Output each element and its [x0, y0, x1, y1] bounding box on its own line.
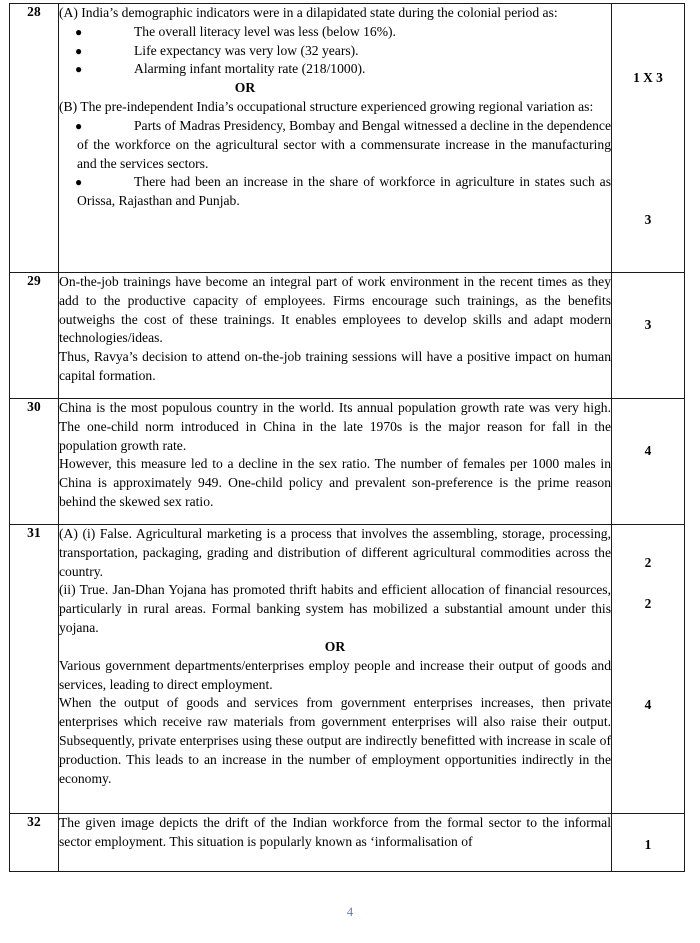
page-number: 4 [346, 905, 354, 919]
marks-cell [612, 525, 685, 814]
list-item [59, 42, 611, 61]
question-number-cell: 32 [10, 814, 59, 872]
list-item-label: Alarming infant mortality rate (218/1000). [134, 61, 366, 77]
answer-key-table [9, 3, 685, 872]
question-number-cell: 28 [10, 4, 59, 273]
option-b-bullet-list [59, 117, 611, 211]
marks-cell [612, 4, 685, 273]
bullet-icon: ● [75, 175, 83, 190]
list-item [59, 60, 611, 79]
or-separator: OR [234, 80, 256, 96]
marks-cell [612, 399, 685, 525]
marks-cell [612, 273, 685, 399]
answer-body-cell [59, 525, 612, 814]
answer-body-cell [59, 814, 612, 872]
bullet-icon: ● [75, 62, 83, 77]
question-number-cell: 30 [10, 399, 59, 525]
answer-paragraph: Various government departments/enterprises employ people and increase their output of goods and services, leading to direct employment. [59, 657, 611, 692]
marks-value: 3 [644, 317, 652, 332]
option-b-intro: (B) The pre-independent India’s occupational structure experienced growing regional variation as: [59, 99, 594, 115]
answer-paragraph: When the output of goods and services from government enterprises increases, then private enterprises which receive raw materials from government enterprises will also raise their output. Subsequently, private enterprises using these output are indirectly benefitted with increase in scale of production. This leads to an increase in the number of employment opportunities indirectly in the economy. [59, 695, 611, 786]
or-separator: OR [324, 638, 346, 654]
answer-paragraph: On-the-job trainings have become an integral part of work environment in the recent times as they add to the productive capacity of employees. Firms encourage such trainings, as the benefits outweighs the cost of these trainings. It enables employees to develop skills and adapt modern technologies/ideas. [59, 274, 611, 346]
table-row [10, 399, 685, 525]
marks-cell [612, 814, 685, 872]
answer-paragraph: The given image depicts the drift of the Indian workforce from the formal sector to the informal sector employment. This situation is popularly known as ‘informalisation of [59, 815, 611, 849]
list-item [59, 173, 611, 211]
answer-part-a-i: (A) (i) False. Agricultural marketing is a process that involves the assembling, storage, processing, transportation, packaging, grading and distribution of different agricultural commodities across the country. [59, 526, 611, 579]
bullet-icon: ● [75, 24, 83, 39]
answer-body-cell [59, 399, 612, 525]
marks-value-a: 1 X 3 [633, 70, 663, 85]
table-row [10, 525, 685, 814]
list-item-label: Parts of Madras Presidency, Bombay and Bengal witnessed a decline in the dependence of the workforce on the agricultural sector with a commensurate increase in the manufacturing and the services sectors. [77, 117, 611, 171]
question-number-cell: 29 [10, 273, 59, 399]
marks-value-b: 3 [644, 212, 652, 227]
list-item-label: Life expectancy was very low (32 years). [134, 42, 359, 58]
answer-body-cell [59, 4, 612, 273]
bullet-icon: ● [75, 118, 83, 133]
list-item [59, 117, 611, 173]
answer-body-cell [59, 273, 612, 399]
answer-paragraph: However, this measure led to a decline in the sex ratio. The number of females per 1000 males in China is approximately 949. One-child policy and prevalent son-preference is the prime reason behind the skewed sex ratio. [59, 456, 611, 510]
marks-value-ii: 2 [644, 596, 652, 611]
bullet-icon: ● [75, 43, 83, 58]
list-item-label: There had been an increase in the share of workforce in agriculture in states such as Orissa, Rajasthan and Punjab. [77, 174, 611, 209]
marks-value-i: 2 [644, 555, 652, 570]
option-a-intro: (A) India’s demographic indicators were in a dilapidated state during the colonial period as: [59, 5, 558, 20]
answer-part-a-ii: (ii) True. Jan-Dhan Yojana has promoted thrift habits and efficient allocation of financial resources, particularly in rural areas. Formal banking system has mobilized a substantial amount under this yojana. [59, 582, 611, 636]
list-item-label: The overall literacy level was less (below 16%). [134, 23, 396, 39]
option-a-bullet-list [59, 23, 611, 79]
marks-value: 1 [644, 837, 652, 852]
marks-value: 4 [644, 443, 652, 458]
table-row [10, 814, 685, 872]
answer-paragraph: China is the most populous country in the world. Its annual population growth rate was very high. The one-child norm introduced in China in the late 1970s is the major reason for fall in the population growth rate. [59, 400, 611, 453]
list-item [59, 23, 611, 42]
answer-paragraph: Thus, Ravya’s decision to attend on-the-job training sessions will have a positive impact on human capital formation. [59, 349, 611, 384]
table-row [10, 273, 685, 399]
question-number-cell: 31 [10, 525, 59, 814]
marks-value-or: 4 [644, 697, 652, 712]
table-row [10, 4, 685, 273]
